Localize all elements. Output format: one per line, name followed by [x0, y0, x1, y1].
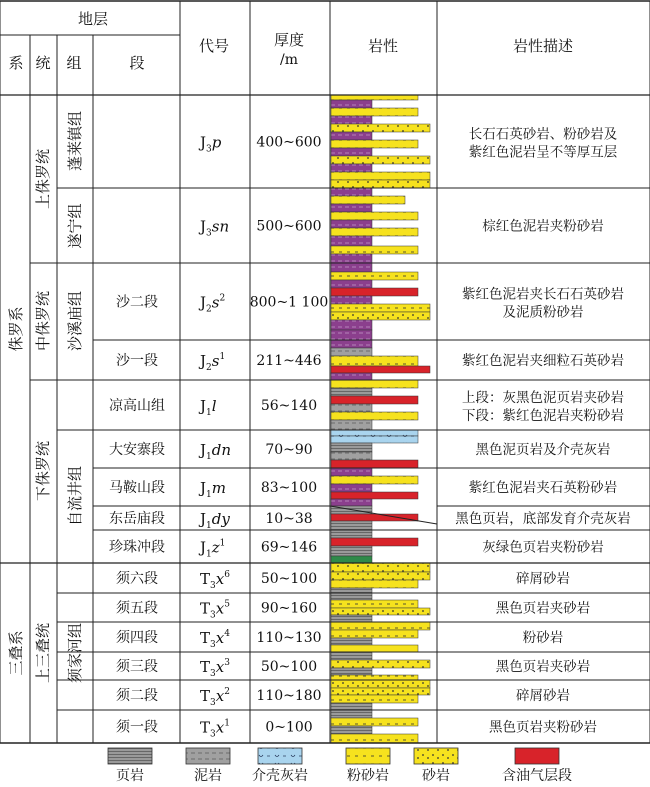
lithology-layer [331, 246, 418, 254]
lithology-layer [331, 288, 418, 296]
lithology-layer [331, 272, 418, 280]
strat-code: $J_2s^2$ [200, 293, 226, 315]
lithology-layer [331, 196, 405, 204]
description-line: 下段：紫红色泥岩夹粉砂岩 [462, 408, 624, 424]
section-name: 须三段 [116, 659, 158, 675]
legend-label: 页岩 [116, 768, 144, 783]
legend-swatch [515, 748, 559, 764]
lithology-layer [331, 404, 372, 412]
lithology-layer [331, 530, 372, 538]
lithology-layer [331, 615, 372, 622]
description-line: 黑色页岩夹粉砂岩 [489, 719, 597, 736]
thickness-value: 800~1 100 [249, 294, 329, 311]
lithology-layer [331, 546, 372, 556]
group-suining: 遂宁组 [66, 203, 84, 249]
legend-label: 砂岩 [422, 768, 450, 783]
lithology-layer [331, 430, 418, 436]
lithology-layer [331, 514, 418, 521]
section-name: 须四段 [116, 630, 158, 646]
legend-swatch [186, 748, 230, 764]
lithology-layer [331, 420, 372, 430]
lithology-layer [331, 188, 372, 196]
group-shaximiao: 沙溪庙组 [66, 290, 84, 352]
lithology-layer [331, 499, 372, 506]
lithology-layer [331, 220, 372, 228]
lithology-layer [331, 572, 430, 580]
lithology-layer [331, 164, 372, 172]
thickness-value: 211~446 [256, 353, 322, 369]
legend-swatch [414, 748, 458, 764]
lithology-layer [331, 452, 372, 460]
section-name: 东岳庙段 [109, 511, 165, 527]
lithology-layer [331, 132, 372, 140]
lithology-layer [331, 580, 418, 588]
legend-swatch [108, 748, 152, 764]
lithology-layer [331, 263, 372, 272]
lithology-layer [331, 484, 372, 492]
section-name: 须六段 [116, 571, 158, 587]
description-line: 灰绿色页岩夹粉砂岩 [482, 539, 604, 556]
legend-label: 粉砂岩 [347, 768, 389, 783]
lithology-layer [331, 254, 372, 263]
group-xujiahe: 须家河组 [66, 622, 84, 684]
system-triassic: 三叠系 [7, 630, 25, 676]
header-thickness: 厚度 [273, 31, 305, 49]
legend-shale [108, 748, 152, 783]
header-thickness-unit: /m [280, 52, 298, 68]
header-series: 统 [35, 54, 51, 72]
lithology-layer [331, 600, 418, 608]
strat-code: $T_3x^3$ [200, 658, 230, 679]
thickness-value: 90~160 [260, 600, 318, 617]
strat-code: $J_2s^1$ [200, 352, 226, 373]
description-line: 碎屑砂岩 [516, 688, 570, 704]
lithology-layer [331, 645, 418, 652]
header-lithology: 岩性 [367, 37, 399, 55]
description-line: 紫红色泥岩夹长石石英砂岩 [462, 286, 624, 303]
lithology-layer [331, 436, 418, 443]
lithology-layer [331, 366, 430, 373]
section-name: 大安寨段 [109, 442, 165, 458]
section-name: 马鞍山段 [109, 480, 165, 496]
header-stratum: 地层 [77, 10, 109, 28]
lithology-layer [331, 608, 430, 615]
lithology-layer [331, 180, 430, 188]
thickness-value: 70~90 [265, 442, 313, 458]
legend-swatch [346, 748, 390, 764]
lithology-layer [331, 280, 372, 288]
series-upper-triassic: 上三叠统 [34, 622, 52, 684]
group-penglaizhen: 蓬莱镇组 [66, 110, 84, 172]
legend-label: 含油气层段 [502, 768, 572, 783]
lithology-layer [331, 356, 418, 366]
section-name: 须五段 [116, 600, 158, 617]
lithology-layer [331, 212, 418, 220]
lithology-layer [331, 340, 372, 348]
lithology-layer [331, 304, 430, 312]
lithology-layer [331, 660, 430, 668]
lithology-layer [331, 492, 418, 499]
lithology-layer [331, 468, 372, 476]
strat-code: $J_1dy$ [200, 510, 230, 531]
lithology-layer [331, 695, 418, 703]
lithology-layer [331, 228, 418, 236]
legend-oil-gas [502, 748, 572, 783]
lithology-column [331, 95, 430, 743]
strat-code: $T_3x^6$ [200, 570, 230, 591]
lithology-layer [331, 521, 372, 530]
group-lianggaoshan: 凉高山组 [109, 398, 165, 414]
series-upper-jurassic: 上侏罗统 [34, 148, 52, 210]
strat-code: $T_3x^2$ [200, 687, 230, 708]
lithology-layer [331, 124, 430, 132]
lithology-layer [331, 320, 372, 330]
strat-code: $T_3x^1$ [200, 718, 230, 740]
thickness-value: 50~100 [260, 659, 318, 675]
lithology-layer [331, 388, 372, 396]
lithology-layer [331, 734, 418, 743]
section-name: 须二段 [116, 688, 158, 704]
lithology-layer [331, 652, 372, 660]
lithology-layer [331, 718, 418, 726]
lithology-layer [331, 148, 372, 156]
description-line: 及泥质粉砂岩 [502, 304, 584, 321]
lithology-layer [331, 630, 418, 638]
lithology-layer [331, 675, 418, 680]
strat-code: $J_3p$ [200, 133, 222, 155]
lithology-layer [331, 312, 430, 320]
lithology-layer [331, 156, 430, 164]
description-line: 紫红色泥岩呈不等厚互层 [468, 144, 618, 161]
lithology-layer [331, 556, 372, 563]
description-line: 黑色页岩夹砂岩 [495, 659, 591, 675]
lithology-layer [331, 668, 372, 675]
legend-label: 介壳灰岩 [252, 768, 308, 783]
lithology-layer [331, 593, 372, 600]
description-line: 上段：灰黑色泥页岩夹砂岩 [462, 390, 624, 406]
lithology-layer [331, 140, 418, 148]
description-line: 紫红色泥岩夹细粒石英砂岩 [462, 353, 624, 369]
description-line: 棕红色泥岩夹粉砂岩 [482, 218, 604, 235]
thickness-value: 56~140 [260, 398, 318, 414]
thickness-value: 110~130 [256, 630, 322, 646]
thickness-value: 500~600 [256, 218, 322, 235]
lithology-layer [331, 95, 418, 100]
group-ziliujing: 自流井组 [66, 465, 84, 527]
lithology-layer [331, 380, 418, 388]
lithology-layer [331, 710, 372, 718]
strat-code: $J_1dn$ [200, 441, 232, 462]
legend-swatch [258, 748, 302, 764]
lithology-layer [331, 680, 430, 688]
thickness-value: 50~100 [260, 571, 318, 587]
thickness-value: 400~600 [256, 134, 322, 151]
section-name: 珍珠冲段 [109, 539, 165, 556]
strat-code: $J_3sn$ [200, 217, 230, 239]
description-line: 长石石英砂岩、粉砂岩及 [468, 126, 618, 143]
section-name: 须一段 [116, 719, 158, 736]
header-section: 段 [129, 54, 145, 72]
lithology-layer [331, 638, 372, 645]
description-line: 黑色页岩夹砂岩 [495, 600, 591, 617]
lithology-layer [331, 172, 430, 180]
lithology-layer [331, 538, 418, 546]
description-line: 黑色页岩，底部发育介壳灰岩 [455, 511, 631, 527]
lithology-layer [331, 443, 372, 452]
section-name: 沙一段 [116, 353, 158, 369]
lithology-layer [331, 348, 372, 356]
lithology-layer [331, 703, 372, 710]
lithology-layer [331, 296, 372, 304]
strat-code: $T_3x^5$ [200, 599, 230, 621]
section-name: 沙二段 [116, 294, 158, 311]
legend-limestone [252, 748, 308, 783]
description-line: 碎屑砂岩 [516, 571, 570, 587]
description-line: 紫红色泥岩夹石英粉砂岩 [468, 480, 618, 496]
header-code: 代号 [198, 37, 230, 55]
thickness-value: 69~146 [260, 539, 318, 556]
strat-code: $J_1m$ [200, 479, 226, 500]
lithology-layer [331, 116, 372, 124]
lithology-layer [331, 622, 430, 630]
lithology-layer [331, 412, 418, 420]
lithology-layer [331, 396, 418, 404]
lithology-layer [331, 688, 430, 695]
system-jurassic: 侏罗系 [7, 306, 25, 352]
thickness-value: 0~100 [265, 719, 313, 736]
legend [108, 748, 572, 783]
thickness-value: 110~180 [256, 688, 322, 704]
lithology-layer [331, 108, 418, 116]
legend-label: 泥岩 [194, 768, 222, 783]
series-lower-jurassic: 下侏罗统 [34, 440, 52, 502]
header-description: 岩性描述 [512, 37, 574, 55]
lithology-layer [331, 330, 372, 340]
lithology-layer [331, 100, 372, 108]
lithology-layer [331, 476, 418, 484]
header-group: 组 [66, 54, 82, 72]
strat-code: $J_1l$ [200, 397, 217, 418]
lithology-layer [331, 460, 418, 468]
legend-sandstone [414, 748, 458, 783]
strat-code: $T_3x^4$ [200, 629, 230, 650]
header-system: 系 [8, 54, 24, 72]
thickness-value: 83~100 [260, 480, 318, 496]
lithology-layer [331, 588, 372, 593]
lithology-layer [331, 204, 372, 212]
legend-mudstone [186, 748, 230, 783]
lithology-layer [331, 236, 372, 246]
lithology-layer [331, 726, 372, 734]
thickness-value: 10~38 [265, 511, 313, 527]
lithology-layer [331, 563, 430, 572]
description-line: 粉砂岩 [522, 630, 564, 646]
description-line: 黑色泥页岩及介壳灰岩 [475, 442, 611, 458]
series-middle-jurassic: 中侏罗统 [34, 290, 52, 352]
legend-siltstone [346, 748, 390, 783]
strat-code: $J_1z^1$ [200, 538, 226, 560]
lithology-layer [331, 373, 372, 380]
